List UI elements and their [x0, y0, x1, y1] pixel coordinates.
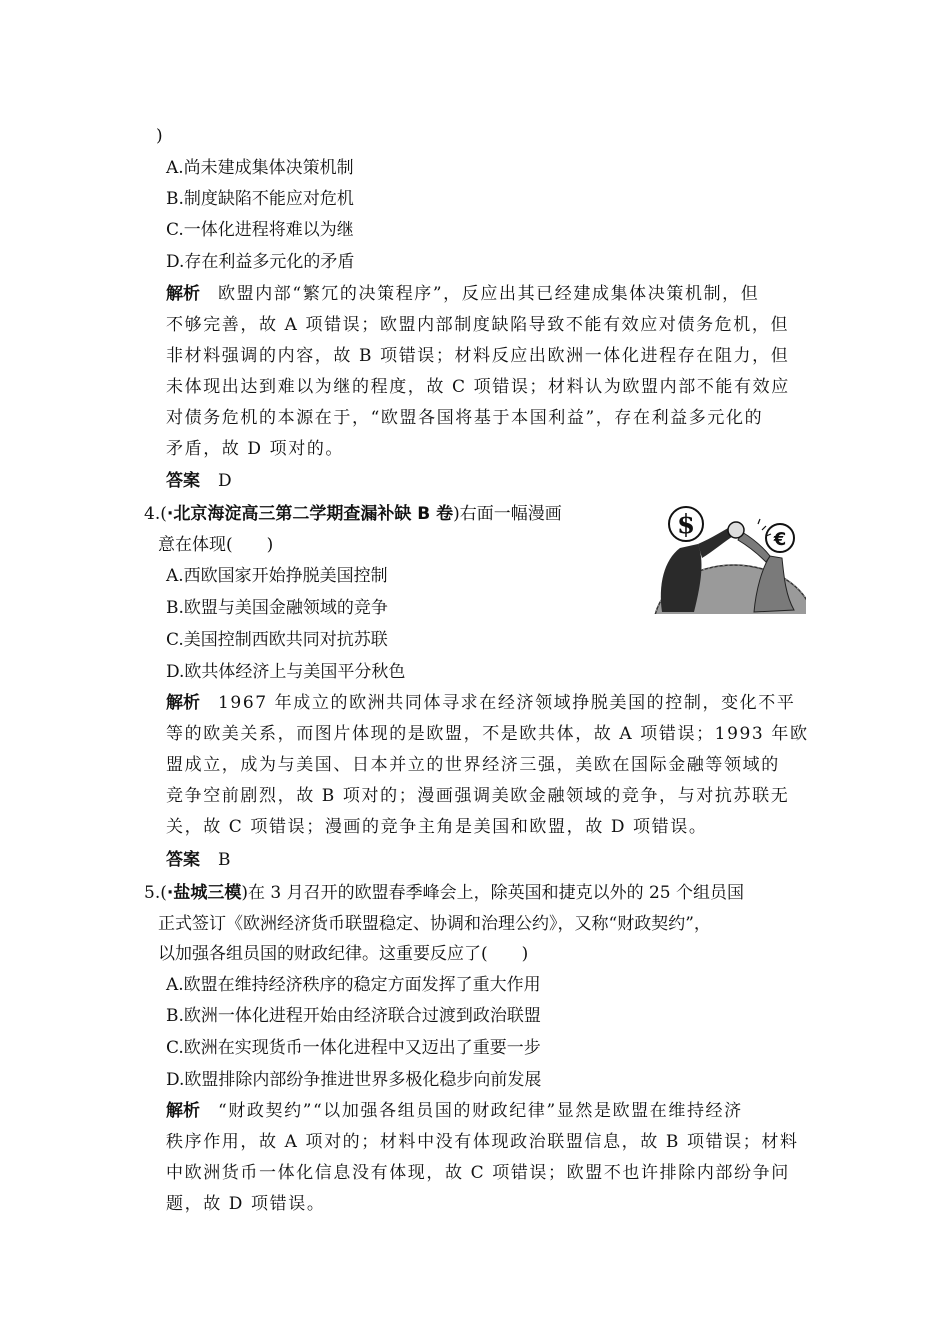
q3-paren-close: ) [156, 126, 163, 146]
q4-source: ·北京海淀高三第二学期查漏补缺 B 卷 [166, 504, 454, 524]
q4-explanation-line: 竞争空前剧烈，故 B 项对的；漫画强调美欧金融领域的竞争，与对抗苏联无 [166, 786, 790, 806]
q3-option-b: B.制度缺陷不能应对危机 [166, 189, 354, 209]
explanation-label: 解析 [166, 284, 200, 304]
q4-explanation-line: 解析 1967 年成立的欧洲共同体寻求在经济领域挣脱美国的控制，变化不平 [166, 693, 796, 713]
q5-explanation-line: 题，故 D 项错误。 [166, 1194, 326, 1214]
q5-option-c: C.欧洲在实现货币一体化进程中又迈出了重要一步 [166, 1038, 541, 1058]
q5-stem-line1: 5.(·盐城三模)在 3 月召开的欧盟春季峰会上，除英国和捷克以外的 25 个组员国 [144, 883, 745, 903]
q3-explanation-line: 解析 欧盟内部“繁冗的决策程序”，反应出其已经建成集体决策机制，但 [166, 284, 760, 304]
q5-option-b: B.欧洲一体化进程开始由经济联合过渡到政治联盟 [166, 1006, 541, 1026]
q5-stem-line2: 正式签订《欧洲经济货币联盟稳定、协调和治理公约》，又称“财政契约”， [158, 914, 711, 934]
q3-explanation-line: 非材料强调的内容，故 B 项错误；材料反应出欧洲一体化进程存在阻力，但 [166, 346, 790, 366]
q5-explanation-line: 秩序作用，故 A 项对的；材料中没有体现政治联盟信息，故 B 项错误；材料 [166, 1132, 799, 1152]
q4-explanation-line: 等的欧美关系，而图片体现的是欧盟，不是欧共体，故 A 项错误；1993 年欧 [166, 724, 809, 744]
q4-option-d: D.欧共体经济上与美国平分秋色 [166, 662, 406, 682]
q5-explanation-line: 中欧洲货币一体化信息没有体现，故 C 项错误；欧盟不也许排除内部纷争问 [166, 1163, 790, 1183]
svg-text:€: € [773, 529, 787, 550]
q3-option-d: D.存在利益多元化的矛盾 [166, 252, 355, 272]
answer-label: 答案 [166, 850, 200, 870]
q3-explanation-line: 不够完善，故 A 项错误；欧盟内部制度缺陷导致不能有效应对债务危机，但 [166, 315, 790, 335]
q3-option-a: A.尚未建成集体决策机制 [166, 158, 354, 178]
q4-stem-line2: 意在体现( ) [158, 535, 274, 555]
explanation-label: 解析 [166, 1101, 200, 1121]
q3-option-c: C.一体化进程将难以为继 [166, 220, 354, 240]
svg-text:$: $ [676, 510, 696, 540]
q3-answer: 答案 D [166, 471, 232, 491]
q3-explanation-line: 矛盾，故 D 项对的。 [166, 439, 345, 459]
q5-explanation-line: 解析 “财政契约”“以加强各组员国的财政纪律”显然是欧盟在维持经济 [166, 1101, 743, 1121]
q5-option-a: A.欧盟在维持经济秩序的稳定方面发挥了重大作用 [166, 975, 541, 995]
answer-label: 答案 [166, 471, 200, 491]
q4-answer: 答案 B [166, 850, 231, 870]
q3-explanation-line: 未体现出达到难以为继的程度，故 C 项错误；材料认为欧盟内部不能有效应 [166, 377, 790, 397]
q5-stem-line3: 以加强各组员国的财政纪律。这重要反应了( ) [158, 944, 529, 964]
q4-option-b: B.欧盟与美国金融领域的竞争 [166, 598, 388, 618]
q4-stem-line1: 4.(·北京海淀高三第二学期查漏补缺 B 卷)右面一幅漫画 [144, 504, 562, 524]
q4-option-c: C.美国控制西欧共同对抗苏联 [166, 630, 388, 650]
explanation-label: 解析 [166, 693, 200, 713]
q5-source: ·盐城三模 [166, 883, 242, 903]
q4-option-a: A.西欧国家开始挣脱美国控制 [166, 566, 388, 586]
q5-option-d: D.欧盟排除内部纷争推进世界多极化稳步向前发展 [166, 1070, 542, 1090]
q3-explanation-line: 对债务危机的本源在于，“欧盟各国将基于本国利益”，存在利益多元化的 [166, 408, 764, 428]
arm-wrestling-cartoon-image [654, 500, 806, 614]
q4-explanation-line: 盟成立，成为与美国、日本并立的世界经济三强，美欧在国际金融等领域的 [166, 755, 780, 775]
q4-explanation-line: 关，故 C 项错误；漫画的竞争主角是美国和欧盟，故 D 项错误。 [166, 817, 708, 837]
